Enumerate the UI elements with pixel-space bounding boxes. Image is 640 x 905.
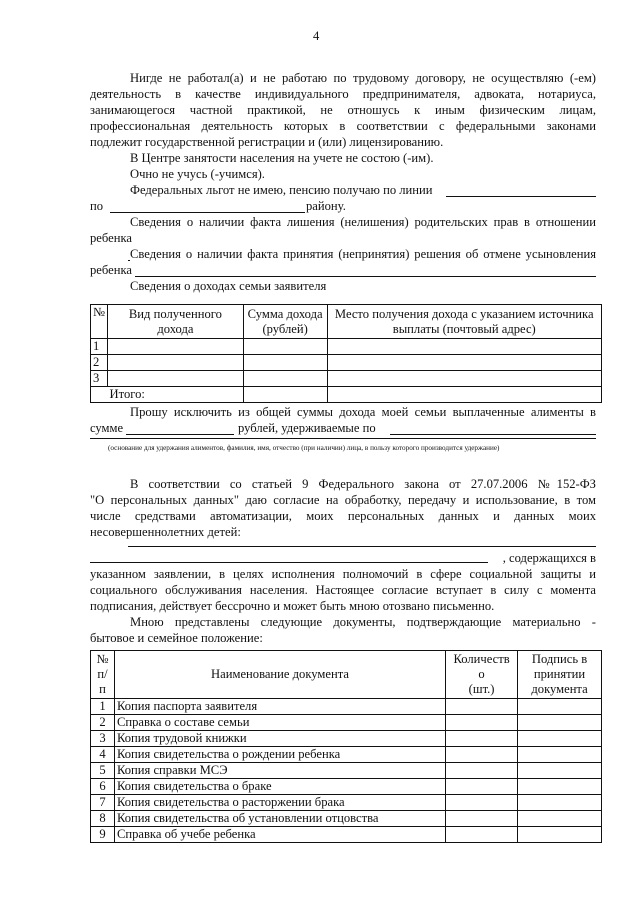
doc-qty-cell[interactable]	[446, 747, 518, 763]
consent-line2: "О персональных данных" даю согласие на обработку, передачу и использование, в том	[90, 493, 596, 507]
doc-num: 3	[91, 731, 115, 747]
income-row	[91, 355, 602, 371]
document-row	[91, 811, 602, 827]
income-row	[91, 371, 602, 387]
para1-line4: профессиональная деятельность которых в соответствии с федеральными законами	[90, 119, 596, 133]
income-row-num: 2	[91, 355, 108, 371]
consent-cont-line2: социального обслуживания населения. Настоящее согласие вступает в силу с момента	[90, 583, 596, 597]
adoption-line2: ребенка	[90, 263, 132, 277]
income-amount-cell[interactable]	[243, 355, 327, 371]
docs-header-qty: Количеств о (шт.)	[446, 651, 518, 699]
doc-qty-cell[interactable]	[446, 811, 518, 827]
doc-qty-cell[interactable]	[446, 795, 518, 811]
doc-signature-cell[interactable]	[518, 747, 602, 763]
income-total-source-cell[interactable]	[327, 387, 602, 403]
doc-signature-cell[interactable]	[518, 715, 602, 731]
not-studying-statement: Очно не учусь (-учимся).	[130, 167, 265, 181]
pension-district-field[interactable]	[110, 212, 305, 213]
consent-line1: В соответствии со статьей 9 Федерального закона от 27.07.2006 №152-ФЗ	[130, 477, 596, 491]
doc-num: 8	[91, 811, 115, 827]
doc-qty-cell[interactable]	[446, 731, 518, 747]
doc-name: Копия свидетельства о браке	[114, 779, 445, 795]
income-total-row	[91, 387, 602, 403]
doc-qty-cell[interactable]	[446, 763, 518, 779]
adoption-line1: Сведения о наличии факта принятия (непринятия) решения об отмене усыновления	[130, 247, 596, 261]
doc-signature-cell[interactable]	[518, 763, 602, 779]
para1-line3: занимающегося частной практикой, не отношусь к иным физическим лицам,	[90, 103, 596, 117]
document-row	[91, 747, 602, 763]
income-amount-cell[interactable]	[243, 371, 327, 387]
children-names-field[interactable]	[128, 546, 596, 547]
income-total-label: Итого:	[108, 387, 244, 403]
income-type-cell[interactable]	[108, 371, 244, 387]
parental-rights-line2: ребенка	[90, 231, 132, 245]
consent-line3: числе средствами автоматизации, моих персональных данных и данных моих	[90, 509, 596, 523]
income-source-cell[interactable]	[327, 371, 602, 387]
consent-line4: несовершеннолетних детей:	[90, 525, 241, 539]
alimony-line2-prefix: сумме	[90, 421, 124, 435]
doc-name: Копия свидетельства о расторжении брака	[114, 795, 445, 811]
document-row	[91, 827, 602, 843]
document-row	[91, 763, 602, 779]
alimony-line2-suffix: рублей, удерживаемые по	[238, 421, 376, 435]
income-source-cell[interactable]	[327, 355, 602, 371]
doc-num: 6	[91, 779, 115, 795]
consent-cont-suffix: , содержащихся в	[502, 551, 596, 565]
para1-line5: подлежит государственной регистрации и (или) лицензированию.	[90, 135, 444, 149]
income-header-num: №	[91, 305, 108, 339]
employment-center-statement: В Центре занятости населения на учете не состою (-им).	[130, 151, 434, 165]
doc-qty-cell[interactable]	[446, 827, 518, 843]
document-row	[91, 715, 602, 731]
income-row	[91, 339, 602, 355]
doc-num: 2	[91, 715, 115, 731]
income-header-amount: Сумма дохода (рублей)	[243, 305, 327, 339]
benefits-line2-suffix: району.	[306, 199, 346, 213]
consent-cont-line1: указанном заявлении, в целях исполнения полномочий в сфере социальной защиты и	[90, 567, 596, 581]
income-source-cell[interactable]	[327, 339, 602, 355]
document-row	[91, 795, 602, 811]
doc-name: Копия трудовой книжки	[114, 731, 445, 747]
document-row	[91, 779, 602, 795]
para1-line2: деятельность в качестве индивидуального предпринимателя, адвоката, нотариуса,	[90, 87, 596, 101]
alimony-line1: Прошу исключить из общей суммы дохода моей семьи выплаченные алименты в	[130, 405, 596, 419]
documents-table	[90, 650, 602, 843]
doc-name: Копия паспорта заявителя	[114, 699, 445, 715]
doc-num: 1	[91, 699, 115, 715]
doc-qty-cell[interactable]	[446, 699, 518, 715]
page-number: 4	[313, 29, 320, 43]
doc-name: Копия свидетельства об установлении отцовства	[114, 811, 445, 827]
adoption-field[interactable]	[135, 276, 596, 277]
para1-line1: Нигде не работал(а) и не работаю по трудовому договору, не осуществляю (-ем)	[130, 71, 596, 85]
alimony-note: (основание для удержания алиментов, фамилия, имя, отчество (при наличии) лица, в пользу которого производится удержание)	[108, 444, 500, 452]
doc-qty-cell[interactable]	[446, 779, 518, 795]
doc-name: Справка о составе семьи	[114, 715, 445, 731]
income-header-type: Вид полученного дохода	[108, 305, 244, 339]
pension-line-field[interactable]	[446, 196, 596, 197]
doc-name: Справка об учебе ребенка	[114, 827, 445, 843]
income-amount-cell[interactable]	[243, 339, 327, 355]
docs-header-signature: Подпись в принятии документа	[518, 651, 602, 699]
consent-cont-line3: подписания, действует бессрочно и может быть мною отозвано письменно.	[90, 599, 495, 613]
benefits-line1: Федеральных льгот не имею, пенсию получаю по линии	[130, 183, 433, 197]
doc-name: Копия свидетельства о рождении ребенка	[114, 747, 445, 763]
document-row	[91, 731, 602, 747]
docs-intro-line2: бытовое и семейное положение:	[90, 631, 263, 645]
doc-signature-cell[interactable]	[518, 731, 602, 747]
alimony-amount-field[interactable]	[126, 434, 234, 435]
income-total-amount-cell[interactable]	[243, 387, 327, 403]
doc-num: 9	[91, 827, 115, 843]
doc-num: 7	[91, 795, 115, 811]
income-type-cell[interactable]	[108, 339, 244, 355]
income-section-title: Сведения о доходах семьи заявителя	[130, 279, 327, 293]
benefits-line2-prefix: по	[90, 199, 104, 213]
doc-qty-cell[interactable]	[446, 715, 518, 731]
doc-signature-cell[interactable]	[518, 779, 602, 795]
children-names-field-2[interactable]	[90, 562, 488, 563]
parental-rights-line1: Сведения о наличии факта лишения (нелишения) родительских прав в отношении	[130, 215, 596, 229]
income-row-num: 1	[91, 339, 108, 355]
alimony-basis-field-2[interactable]	[90, 438, 596, 439]
doc-signature-cell[interactable]	[518, 699, 602, 715]
income-table	[90, 304, 602, 403]
doc-signature-cell[interactable]	[518, 811, 602, 827]
income-row-num: 3	[91, 371, 108, 387]
doc-num: 5	[91, 763, 115, 779]
alimony-basis-field[interactable]	[390, 434, 596, 435]
docs-header-name: Наименование документа	[114, 651, 445, 699]
doc-name: Копия справки МСЭ	[114, 763, 445, 779]
doc-num: 4	[91, 747, 115, 763]
docs-intro-line1: Мною представлены следующие документы, подтверждающие материально -	[130, 615, 596, 629]
doc-signature-cell[interactable]	[518, 795, 602, 811]
document-row	[91, 699, 602, 715]
docs-header-num: № п/ п	[91, 651, 115, 699]
income-header-source: Место получения дохода с указанием источника выплаты (почтовый адрес)	[327, 305, 602, 339]
doc-signature-cell[interactable]	[518, 827, 602, 843]
income-type-cell[interactable]	[108, 355, 244, 371]
